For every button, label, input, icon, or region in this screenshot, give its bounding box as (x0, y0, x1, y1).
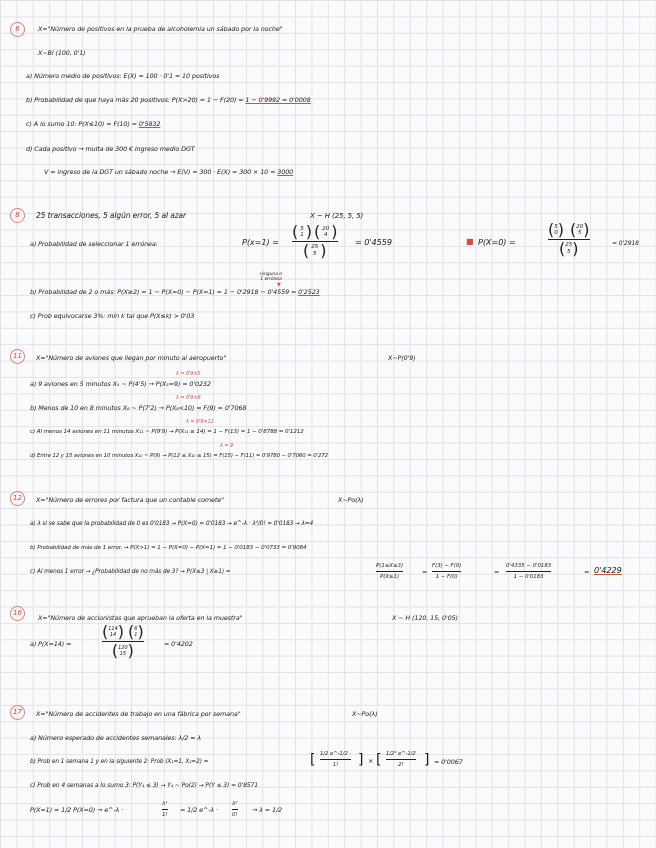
s16-b2-bot: 1 (134, 632, 138, 638)
s16-b1-top: 114 (108, 626, 118, 632)
s8-a-fraction: ( 5 1 ) ( 20 4 ) ( 25 5 ) (292, 222, 338, 260)
s11-part-a: a) 9 aviones en 5 minutos X₅ ~ P(4'5) → P(X₅=9) = 0'0232 (30, 380, 211, 388)
s17-b-result: = 0'0067 (434, 758, 463, 766)
s11-part-b: b) Menos de 10 en 8 minutos X₈ ~ P(7'2) → P(X₈<10) = F(9) = 0'7068 (30, 404, 247, 412)
s12-c-eq-3: = (584, 568, 590, 576)
s11-a-note: λ = 0'9×5 (176, 371, 201, 377)
s17-d-fraction-2 (232, 800, 238, 819)
s12-part-c: c) Al menos 1 error → ¿Probabilidad de no más de 3? → P(X≤3 | X≥1) = (30, 569, 231, 575)
s12-c-fraction-1 (376, 562, 403, 581)
note-arrow-icon: ▼ (277, 282, 281, 288)
s17-d-f2-top: λ⁰ (232, 801, 238, 807)
s12-c-f1-bot: P(X≥1) (379, 573, 400, 580)
s16-distribution: X ~ H (120, 15, 0'05) (392, 614, 458, 622)
s17-b-bracket-1-open: [ (310, 752, 316, 768)
s6-c-text: c) A lo sumo 10: P(X≤10) = F(10) = (26, 120, 139, 128)
s11-b-note: λ = 0'9×8 (176, 395, 201, 401)
s12-part-a: a) λ si se sabe que la probabilidad de 0 es 0'0183 → P(X=0) = 0'0183 → e^-λ · λ⁰/0! = 0'0183 → λ=4 (30, 521, 314, 527)
s16-b1-bot: 14 (109, 632, 117, 638)
s16-den-top: 120 (118, 644, 128, 651)
s8-a-den-top: 25 (311, 244, 319, 251)
s12-definition: X="Número de errores por factura que un contable comete" (36, 496, 224, 504)
s8-part-a: a) Probabilidad de seleccionar 1 errónea: (30, 240, 158, 248)
s8-side-b1-bot: 0 (554, 230, 558, 236)
s17-part-c: c) Prob en 4 semanas a lo sumo 3: P(Y₄ ≤ 3) → Y₄ ~ Po(2) → P(Y ≤ 3) = 0'8571 (30, 782, 258, 789)
s12-c-eq-2: = (494, 568, 500, 576)
s11-distribution: X~P(0'9) (388, 354, 416, 362)
s8-a-b1-bot: 1 (300, 232, 304, 238)
s8-side-result: = 0'2918 (612, 240, 639, 247)
s12-c-f2-bot: 1 − F(0) (435, 573, 458, 580)
s17-definition: X="Número de accidentes de trabajo en una fábrica por semana" (36, 710, 241, 718)
exercise-number-12: 12 (10, 491, 25, 506)
s16-result: = 0'4202 (164, 640, 193, 648)
s6-v-text: V = ingreso de la DGT un sábado noche → E(V) = 300 · E(X) = 300 × 10 = (44, 168, 278, 176)
s17-b-f2-bot: 2! (398, 761, 404, 768)
s17-part-b: b) Prob en 1 semana 1 y en la siguiente 2: Prob (X₁=1, X₂=2) = (30, 759, 209, 765)
bullet-mark: ■ (466, 237, 474, 246)
s6-part-d: d) Cada positivo → multa de 300 € ingreso medio DGT (26, 145, 195, 153)
s8-a-b1-top: 5 (300, 225, 304, 232)
s6-part-v (44, 168, 293, 176)
s12-c-f1-top: P(1≤X≤3) (376, 563, 404, 569)
s8-side-den-bot: 5 (567, 248, 571, 255)
exercise-number-16: 16 (10, 606, 25, 621)
s12-part-b: b) Probabilidad de más de 1 error. → P(X>1) = 1 − P(X=0) − P(X=1) = 1 − 0'0183 − 0'0733 = 0'9084 (30, 545, 307, 551)
s8-a-den-bot: 5 (313, 250, 317, 257)
exercise-number-11: 11 (10, 349, 25, 364)
s17-d-fraction-1 (162, 800, 168, 819)
s12-c-result (594, 566, 622, 574)
s16-den-bot: 15 (119, 650, 127, 657)
s8-part-c: c) Prob equivocarse 3%: mín k tal que P(X≤k) > 0'03 (30, 312, 195, 320)
s11-part-c: c) Al menos 14 aviones en 11 minutos X₁₁ ~ P(9'9) → P(X₁₁ ≥ 14) = 1 − F(13) = 1 − 0'8788 = 0'1212 (30, 429, 304, 435)
s6-definition: X="Número de positivos en la prueba de alcoholemia un sábado por la noche" (38, 25, 283, 33)
s11-d-note: λ = 9 (220, 443, 234, 449)
s12-c-fraction-3 (506, 562, 551, 581)
s17-part-a: a) Número esperado de accidentes semanales: λ/2 = λ (30, 734, 202, 742)
s6-part-b (26, 96, 311, 104)
s16-fraction: ( 114 14 ) ( 6 1 ) ( 120 15 ) (102, 622, 144, 660)
s16-part-a: a) P(X=14) = (30, 640, 72, 648)
s8-side-den-top: 25 (565, 242, 573, 249)
s17-b-bracket-2-open: [ (376, 752, 382, 768)
s6-distribution: X~Bi (100, 0'1) (38, 49, 86, 57)
s11-c-note: λ = 0'9×11 (186, 419, 214, 425)
s16-b2-top: 6 (134, 626, 138, 632)
s8-side-fraction: ( 5 0 ) ( 20 5 ) ( 25 5 ) (548, 220, 590, 258)
s17-d-f1-bot: 1! (162, 811, 168, 818)
s12-c-f3-top: 0'4335 − 0'0183 (506, 563, 552, 569)
s12-c-eq-1: = (422, 568, 428, 576)
s17-b-fraction-2 (386, 750, 416, 769)
s8-b-result: 0'2523 (298, 288, 320, 296)
s8-a-b2-bot: 4 (324, 232, 328, 238)
exercise-number-8: 8 (10, 208, 25, 223)
s6-part-c (26, 120, 160, 128)
s17-d-result: → λ = 1/2 (252, 806, 282, 814)
s11-part-d: d) Entre 12 y 15 aviones en 10 minutos X₁₀ ~ P(9) → P(12 ≤ X₁₀ ≤ 15) = F(15) − F(11) = 0'9780 − 0'7060 = 0'272 (30, 453, 328, 459)
s8-a-b2-top: 20 (322, 225, 330, 232)
s12-c-f2-top: F(3) − F(0) (432, 563, 462, 569)
s17-b-f1-top: 1/2 e^-1/2 · (320, 751, 352, 757)
s8-a-lhs: P(x=1) = (242, 237, 279, 247)
s12-distribution: X~Po(λ) (338, 496, 364, 504)
s6-v-result: 3000 (277, 168, 294, 176)
s12-c-result-value: 0'4229 (594, 565, 622, 575)
s16-definition: X="Número de accionistas que aprueban la oferta en la muestra" (38, 614, 243, 622)
s17-d-middle: = 1/2 e^-λ · (180, 806, 218, 814)
s12-c-f3-bot: 1 − 0'0183 (513, 573, 544, 580)
s8-distribution: X ~ H (25, 5, 5) (310, 212, 364, 220)
s8-side-lhs: P(X=0) = (478, 237, 516, 247)
s11-definition: X="Número de aviones que llegan por minuto al aeropuerto" (36, 354, 227, 362)
s17-b-times: × (368, 757, 374, 765)
s17-b-fraction-1 (320, 750, 351, 769)
s8-line1: 25 transacciones, 5 algún error, 5 al azar (36, 211, 187, 220)
s6-b-result: 1 − 0'9992 = 0'0008 (245, 96, 311, 104)
s6-part-a: a) Número medio de positivos: E(X) = 100 · 0'1 = 10 positivos (26, 72, 220, 80)
s6-b-text: b) Probabilidad de que haya más 20 positivos: P(X>20) = 1 − F(20) = (26, 96, 246, 104)
s8-part-b (30, 288, 320, 296)
s17-distribution: X~Po(λ) (352, 710, 378, 718)
s17-d-f1-top: λ¹ (162, 801, 168, 807)
s8-side-b2-bot: 5 (578, 230, 582, 236)
s8-b-text: b) Probabilidad de 2 o más: P(X≥2) = 1 − P(X=0) − P(X=1) = 1 − 0'2918 − 0'4559 = (30, 288, 299, 296)
s8-side-b1-top: 5 (554, 223, 558, 230)
s17-d-f2-bot: 0! (232, 811, 238, 818)
exercise-number-6: 6 (10, 22, 25, 37)
s6-c-result: 0'5832 (138, 120, 161, 128)
s12-c-fraction-2 (432, 562, 461, 581)
s8-a-result: = 0'4559 (355, 237, 392, 247)
s17-part-d: P(X=1) = 1/2 P(X=0) → e^-λ · (30, 806, 124, 814)
s17-b-bracket-1-close: ] (358, 752, 364, 768)
s8-side-b2-top: 20 (576, 223, 584, 230)
s17-b-f1-bot: 1! (332, 761, 339, 768)
s17-b-bracket-2-close: ] (424, 752, 430, 768)
exercise-number-17: 17 (10, 705, 25, 720)
s8-note: ninguna o 1 errónea (259, 272, 283, 282)
s17-b-f2-top: 1/2² e^-1/2 (386, 751, 416, 757)
